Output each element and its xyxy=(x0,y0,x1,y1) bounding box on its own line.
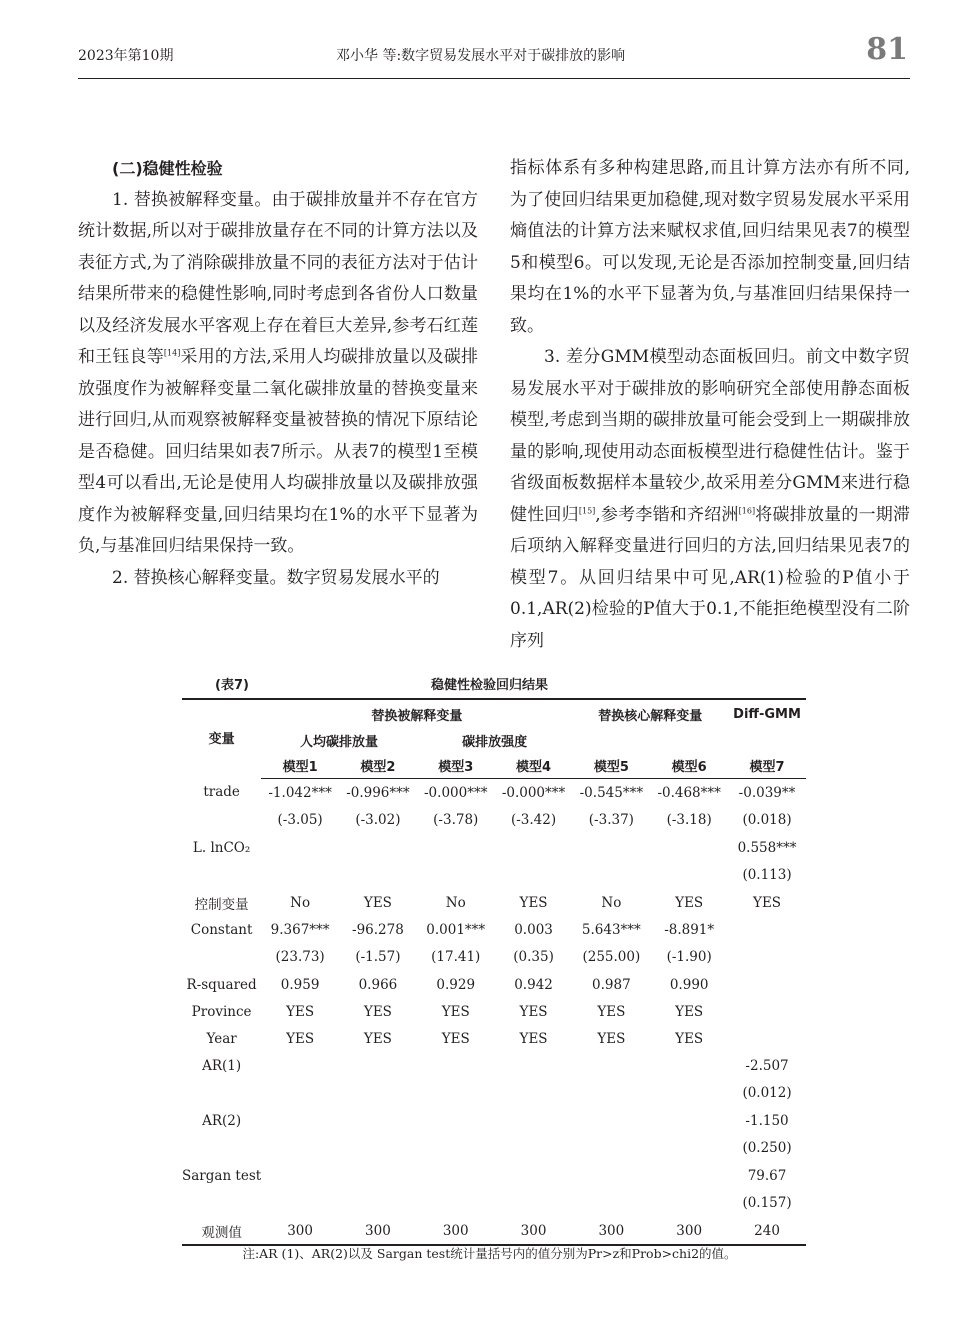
paragraph-text: 1. 替换被解释变量。由于碳排放量并不存在官方统计数据,所以对于碳排放量存在不同的计算方法以及表征方式,为了消除碳排放量不同的表征方法对于估计结果所带来的稳健性影响,同时考虑到各省份人口数量以及经济发展水平客观上存在着巨大差异,参考石红莲和王钰良等 xyxy=(78,189,478,367)
table-row xyxy=(182,1079,806,1107)
table-cell xyxy=(417,861,495,889)
table-cell: YES xyxy=(286,1003,315,1020)
group-header-core: 替换核心解释变量 xyxy=(572,699,728,728)
table-cell xyxy=(339,1189,417,1217)
variable-header: 变量 xyxy=(208,732,235,747)
row-label xyxy=(182,1189,261,1217)
group-header-gmm: Diff-GMM xyxy=(728,699,806,728)
table-cell: 0.558*** xyxy=(737,839,797,856)
table-cell: -0.545*** xyxy=(579,784,644,801)
table-cell xyxy=(728,971,806,998)
table-row xyxy=(182,1052,806,1079)
paragraph-text: ,参考李锴和齐绍洲 xyxy=(595,504,739,525)
table-caption xyxy=(0,674,979,696)
row-label: Sargan test xyxy=(182,1167,262,1184)
table-cell: YES xyxy=(597,1003,626,1020)
table-cell xyxy=(650,1162,728,1189)
table-cell: 300 xyxy=(261,1217,339,1245)
table-cell: 0.942 xyxy=(514,976,553,993)
table-cell: -8.891* xyxy=(664,921,715,938)
paragraph-replace-core-cont: 指标体系有多种构建思路,而且计算方法亦有所不同,为了使回归结果更加稳健,现对数字贸易发展水平采用熵值法的计算方法来赋权求值,回归结果见表7的模型5和模型6。可以发现,无论是否添加控制变量,回归结果均在1%的水平下显著为负,与基准回归结果保持一致。 xyxy=(510,158,910,336)
table-cell xyxy=(339,1107,417,1134)
table-cell xyxy=(261,834,339,861)
table-cell: YES xyxy=(519,894,548,911)
table-row xyxy=(182,889,806,916)
table-cell: (-1.57) xyxy=(355,949,401,965)
right-column xyxy=(510,153,910,657)
table-cell xyxy=(339,1162,417,1189)
table-cell xyxy=(572,1189,650,1217)
table-cell xyxy=(261,1134,339,1162)
table-cell: YES xyxy=(753,894,782,911)
table-note: 注:AR (1)、AR(2)以及 Sargan test统计量括号内的值分别为Pr>z和Prob>chi2的值。 xyxy=(242,1246,737,1261)
table-cell xyxy=(650,1052,728,1079)
header-cell-empty xyxy=(182,699,261,728)
table-cell: YES xyxy=(519,1003,548,1020)
row-label: 控制变量 xyxy=(194,896,249,913)
table-cell: -1.042*** xyxy=(268,784,332,801)
model-header-row xyxy=(182,752,806,779)
table-cell: (23.73) xyxy=(275,949,325,965)
row-label: Constant xyxy=(190,921,253,938)
row-label: L. lnCO₂ xyxy=(192,839,251,856)
row-label xyxy=(182,806,261,834)
table-cell xyxy=(728,916,806,943)
table-cell xyxy=(572,1162,650,1189)
table-cell xyxy=(650,834,728,861)
table-cell xyxy=(572,1134,650,1162)
table-cell xyxy=(495,1134,573,1162)
table-cell: -0.000*** xyxy=(501,784,566,801)
table-cell xyxy=(495,1079,573,1107)
table-row xyxy=(182,1217,806,1245)
table-cell: (0.250) xyxy=(742,1140,792,1156)
regression-table xyxy=(182,698,806,1246)
table-cell: 0.990 xyxy=(669,976,709,993)
table-row xyxy=(182,998,806,1025)
row-label: R-squared xyxy=(186,976,257,993)
table-cell: 0.929 xyxy=(436,976,476,993)
table-cell xyxy=(572,1079,650,1107)
table-cell xyxy=(650,1134,728,1162)
row-label: trade xyxy=(203,784,240,801)
left-column xyxy=(78,153,478,594)
table-cell: (0.35) xyxy=(513,949,554,965)
table-cell: YES xyxy=(363,1003,392,1020)
table-row xyxy=(182,943,806,971)
table-cell: 0.001*** xyxy=(426,921,486,938)
table-cell xyxy=(495,1107,573,1134)
table-cell xyxy=(417,1052,495,1079)
table-cell: YES xyxy=(597,1030,626,1047)
page-number: 81 xyxy=(866,32,908,67)
model-header: 模型4 xyxy=(495,752,573,779)
table-cell: -0.996*** xyxy=(346,784,410,801)
table-row xyxy=(182,834,806,861)
citation-ref[interactable]: [14] xyxy=(163,348,181,358)
header-cell-empty xyxy=(572,728,806,752)
table-cell: 300 xyxy=(495,1217,573,1245)
model-header: 模型3 xyxy=(417,752,495,779)
row-label xyxy=(182,943,261,971)
table-row xyxy=(182,779,806,807)
table-cell xyxy=(417,1079,495,1107)
table-cell: (-3.42) xyxy=(510,812,557,828)
table-cell xyxy=(417,1162,495,1189)
table-cell: (-3.18) xyxy=(666,812,712,828)
table-cell xyxy=(495,1189,573,1217)
table-cell xyxy=(728,998,806,1025)
table-cell xyxy=(650,1079,728,1107)
row-label: 观测值 xyxy=(182,1217,261,1245)
table-cell xyxy=(572,1052,650,1079)
table-cell: (-1.90) xyxy=(666,949,712,965)
table-cell xyxy=(417,1134,495,1162)
table-cell: 300 xyxy=(572,1217,650,1245)
running-title: 邓小华 等:数字贸易发展水平对于碳排放的影响 xyxy=(336,48,626,64)
subheader-percapita: 人均碳排放量 xyxy=(300,734,379,750)
table-cell: No xyxy=(601,894,622,911)
table-cell: -96.278 xyxy=(352,921,404,938)
table-cell xyxy=(339,1134,417,1162)
table-cell xyxy=(417,1189,495,1217)
table-cell: 0.003 xyxy=(514,921,553,938)
paragraph-gmm xyxy=(510,342,910,657)
table-cell xyxy=(728,943,806,971)
table-cell xyxy=(261,1052,339,1079)
table-cell: YES xyxy=(519,1030,548,1047)
table-row xyxy=(182,806,806,834)
table-cell: (-3.02) xyxy=(355,812,401,828)
table-cell: (0.018) xyxy=(742,812,792,828)
model-header: 模型1 xyxy=(261,752,339,779)
issue-label: 2023年第10期 xyxy=(78,48,174,64)
table-cell: (-3.05) xyxy=(277,812,323,828)
table-cell: No xyxy=(445,894,466,911)
table-cell xyxy=(728,1025,806,1052)
table-cell: YES xyxy=(286,1030,315,1047)
row-label: Year xyxy=(206,1030,237,1047)
table-cell: YES xyxy=(675,1030,704,1047)
table-number: (表7) xyxy=(215,678,249,693)
table-cell: (0.113) xyxy=(742,867,792,883)
table-cell xyxy=(261,1189,339,1217)
paragraph-text: 将碳排放量的一期滞后项纳入解释变量进行回归的方法,回归结果见表7的模型7。从回归结果中可见,AR(1)检验的P值小于0.1,AR(2)检验的P值大于0.1,不能拒绝模型没有二阶序列 xyxy=(510,504,911,651)
subheader-intensity: 碳排放强度 xyxy=(462,734,528,750)
table-row xyxy=(182,861,806,889)
table-cell xyxy=(339,1079,417,1107)
table-cell: 300 xyxy=(339,1217,417,1245)
table-cell xyxy=(495,1052,573,1079)
table-cell xyxy=(650,861,728,889)
table-cell xyxy=(495,1162,573,1189)
row-label xyxy=(182,1134,261,1162)
table-cell: YES xyxy=(363,894,392,911)
table-cell: 9.367*** xyxy=(270,921,330,938)
row-label: AR(1) xyxy=(202,1057,242,1074)
table-cell xyxy=(572,861,650,889)
row-label: AR(2) xyxy=(202,1112,242,1129)
model-header: 模型2 xyxy=(339,752,417,779)
table-cell xyxy=(339,834,417,861)
table-row xyxy=(182,971,806,998)
table-cell xyxy=(261,1079,339,1107)
table-cell: -0.039** xyxy=(738,784,796,801)
table-cell: (0.012) xyxy=(742,1085,792,1101)
table-cell xyxy=(339,1052,417,1079)
table-cell: -2.507 xyxy=(745,1057,789,1074)
table-cell: 300 xyxy=(417,1217,495,1245)
table-cell: 79.67 xyxy=(747,1167,787,1184)
section-heading: (二)稳健性检验 xyxy=(112,159,223,178)
table-cell: 240 xyxy=(728,1217,806,1245)
table-header-row-1 xyxy=(182,699,806,728)
model-header: 模型6 xyxy=(650,752,728,779)
table-cell xyxy=(495,834,573,861)
table-cell xyxy=(495,861,573,889)
row-label xyxy=(182,861,261,889)
table-row xyxy=(182,1134,806,1162)
table-cell: No xyxy=(290,894,311,911)
table-row xyxy=(182,1189,806,1217)
paragraph-text: 3. 差分GMM模型动态面板回归。前文中数字贸易发展水平对于碳排放的影响研究全部使用静态面板模型,考虑到当期的碳排放量可能会受到上一期碳排放量的影响,现使用动态面板模型进行稳健性估计。鉴于省级面板数据样本量较少,故采用差分GMM来进行稳健性回归 xyxy=(510,347,910,525)
model-header: 模型5 xyxy=(572,752,650,779)
table-cell xyxy=(261,861,339,889)
table-cell xyxy=(650,1107,728,1134)
model-header: 模型7 xyxy=(728,752,806,779)
table-cell: (255.00) xyxy=(582,949,641,965)
table-cell: YES xyxy=(441,1030,470,1047)
table-cell: 300 xyxy=(650,1217,728,1245)
page-header xyxy=(78,28,910,79)
table-cell xyxy=(261,1162,339,1189)
table-cell xyxy=(339,861,417,889)
table-title: 稳健性检验回归结果 xyxy=(430,678,548,693)
paragraph-replace-dependent xyxy=(78,185,478,563)
table-cell xyxy=(417,1107,495,1134)
table-cell: 5.643*** xyxy=(581,921,641,938)
table-cell: (17.41) xyxy=(431,949,481,965)
row-label xyxy=(182,1079,261,1107)
table-cell: (-3.78) xyxy=(433,812,479,828)
row-label: Province xyxy=(191,1003,252,1020)
table-cell: 0.987 xyxy=(592,976,631,993)
paragraph-text: 采用的方法,采用人均碳排放量以及碳排放强度作为被解释变量二氧化碳排放量的替换变量来进行回归,从而观察被解释变量被替换的情况下原结论是否稳健。回归结果如表7所示。从表7的模型1至模型4可以看出,无论是使用人均碳排放量以及碳排放强度作为被解释变量,回归结果均在1%的水平下显著为负,与基准回归结果保持一致。 xyxy=(78,347,479,556)
table-row xyxy=(182,1107,806,1134)
table-cell: YES xyxy=(363,1030,392,1047)
table-cell: YES xyxy=(441,1003,470,1020)
table-cell xyxy=(572,1107,650,1134)
table-cell: (0.157) xyxy=(742,1195,792,1211)
paragraph-replace-core: 2. 替换核心解释变量。数字贸易发展水平的 xyxy=(112,567,440,588)
group-header-dependent: 替换被解释变量 xyxy=(261,699,572,728)
table-cell xyxy=(261,1107,339,1134)
table-cell xyxy=(417,834,495,861)
citation-ref[interactable]: [15] xyxy=(578,505,596,515)
table-header-row-2 xyxy=(182,728,806,752)
table-row xyxy=(182,916,806,943)
table-cell: -0.468*** xyxy=(657,784,721,801)
table-row xyxy=(182,1025,806,1052)
table-cell: (-3.37) xyxy=(588,812,634,828)
table-cell: YES xyxy=(675,1003,704,1020)
table-cell: 0.966 xyxy=(358,976,398,993)
table-cell xyxy=(572,834,650,861)
citation-ref[interactable]: [16] xyxy=(738,505,756,515)
table-cell xyxy=(650,1189,728,1217)
table-cell: -1.150 xyxy=(745,1112,789,1129)
table-cell: 0.959 xyxy=(280,976,320,993)
table-cell: YES xyxy=(675,894,704,911)
table-row xyxy=(182,1162,806,1189)
table-cell: -0.000*** xyxy=(424,784,488,801)
